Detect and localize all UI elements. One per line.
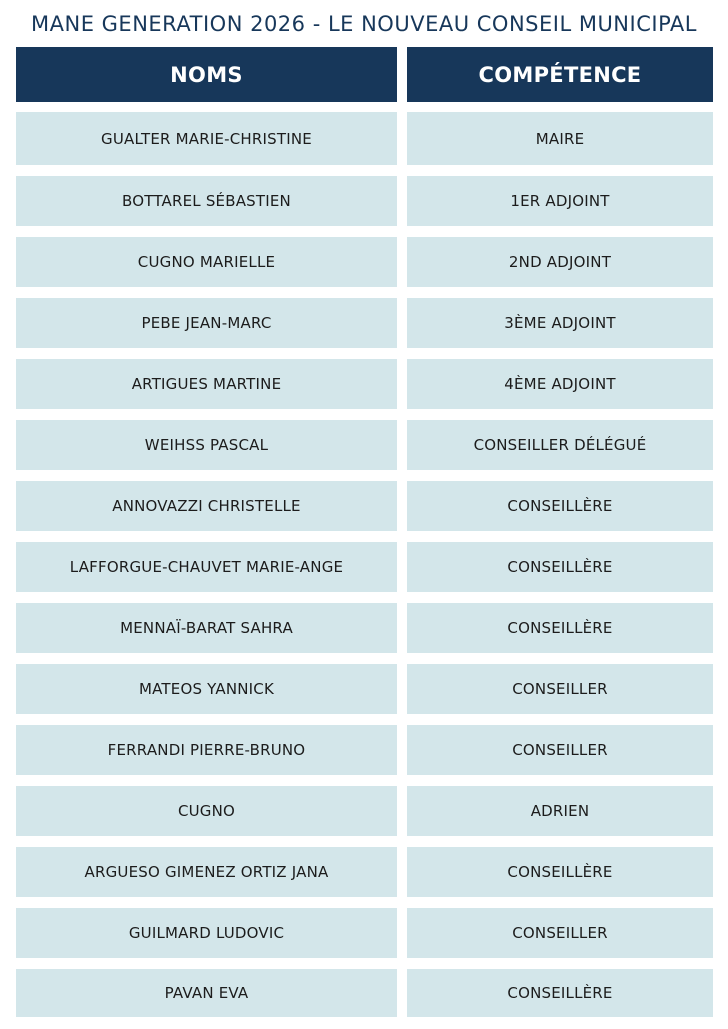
- header-names: NOMS: [16, 47, 397, 102]
- table-cell-role: CONSEILLÈRE: [407, 481, 713, 531]
- table-cell-name: CUGNO: [16, 786, 397, 836]
- table-cell-role: CONSEILLER DÉLÉGUÉ: [407, 420, 713, 470]
- table-cell-role: ADRIEN: [407, 786, 713, 836]
- table-cell-name: MENNAÏ-BARAT SAHRA: [16, 603, 397, 653]
- table-cell-name: MATEOS YANNICK: [16, 664, 397, 714]
- table-cell-name: BOTTAREL SÉBASTIEN: [16, 176, 397, 226]
- table-cell-role: CONSEILLER: [407, 725, 713, 775]
- table-cell-role: CONSEILLÈRE: [407, 542, 713, 592]
- table-cell-role: CONSEILLÈRE: [407, 847, 713, 897]
- table-cell-role: 1ER ADJOINT: [407, 176, 713, 226]
- table-cell-name: PAVAN EVA: [16, 969, 397, 1017]
- table-cell-name: FERRANDI PIERRE-BRUNO: [16, 725, 397, 775]
- table-cell-name: LAFFORGUE-CHAUVET MARIE-ANGE: [16, 542, 397, 592]
- table-cell-name: PEBE JEAN-MARC: [16, 298, 397, 348]
- table-cell-role: MAIRE: [407, 112, 713, 165]
- table-cell-name: GUILMARD LUDOVIC: [16, 908, 397, 958]
- table-cell-role: CONSEILLER: [407, 908, 713, 958]
- table-cell-role: CONSEILLÈRE: [407, 969, 713, 1017]
- table-cell-name: ANNOVAZZI CHRISTELLE: [16, 481, 397, 531]
- table-cell-role: CONSEILLER: [407, 664, 713, 714]
- table-cell-name: CUGNO MARIELLE: [16, 237, 397, 287]
- table-cell-role: 2ND ADJOINT: [407, 237, 713, 287]
- header-role: COMPÉTENCE: [407, 47, 713, 102]
- table-cell-role: 3ÈME ADJOINT: [407, 298, 713, 348]
- table-cell-name: GUALTER MARIE-CHRISTINE: [16, 112, 397, 165]
- table-cell-name: ARTIGUES MARTINE: [16, 359, 397, 409]
- table-cell-role: CONSEILLÈRE: [407, 603, 713, 653]
- table-cell-name: WEIHSS PASCAL: [16, 420, 397, 470]
- table-cell-name: ARGUESO GIMENEZ ORTIZ JANA: [16, 847, 397, 897]
- page-title: MANE GENERATION 2026 - LE NOUVEAU CONSEIL MUNICIPAL: [31, 12, 697, 36]
- table-cell-role: 4ÈME ADJOINT: [407, 359, 713, 409]
